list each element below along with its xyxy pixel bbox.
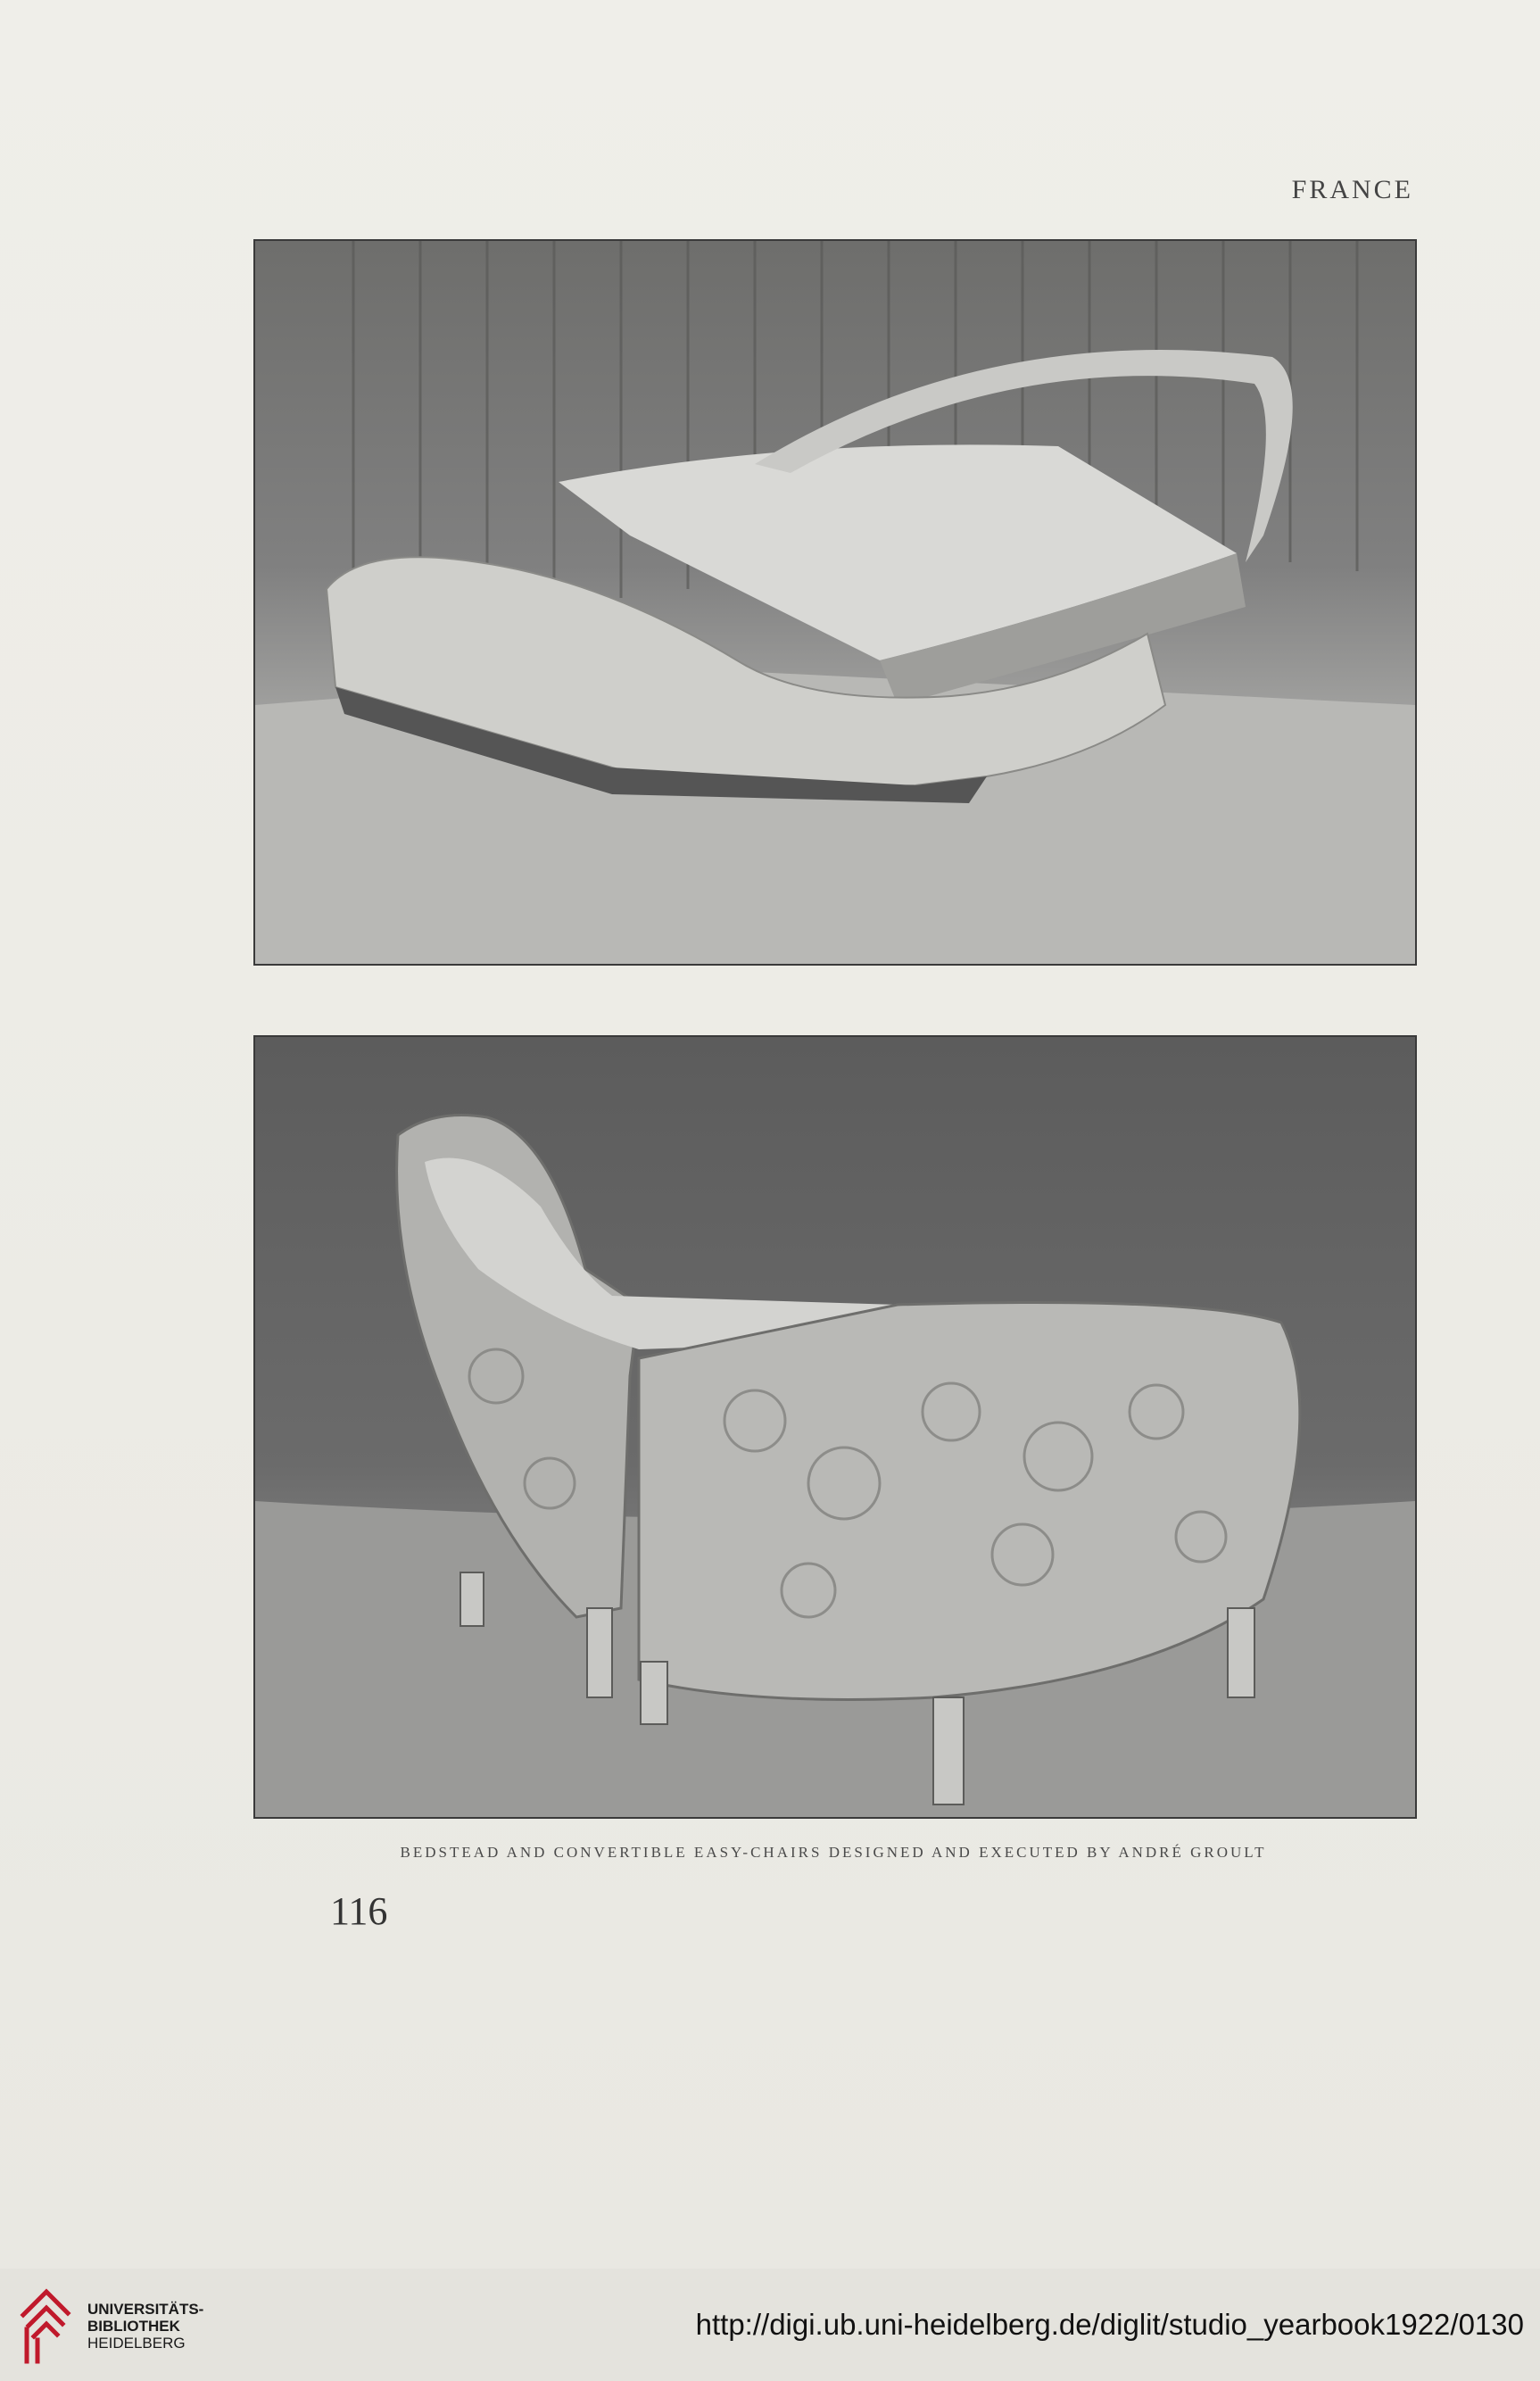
institution-line-3: HEIDELBERG: [87, 2335, 186, 2352]
easy-chairs-photograph: [253, 1035, 1417, 1819]
institution-name: [87, 2301, 203, 2352]
permalink-url[interactable]: http://digi.ub.uni-heidelberg.de/diglit/studio_yearbook1922/0130: [695, 2308, 1524, 2341]
plate-caption: BEDSTEAD AND CONVERTIBLE EASY-CHAIRS DESIGNED AND EXECUTED BY ANDRÉ GROULT: [400, 1844, 1267, 1861]
page-number: 116: [330, 1889, 388, 1933]
institution-line-1: UNIVERSITÄTS-: [87, 2301, 204, 2318]
running-head: FRANCE: [1291, 175, 1413, 204]
bedstead-illustration: [255, 241, 1415, 964]
institution-line-2: BIBLIOTHEK: [87, 2318, 180, 2335]
university-library-logo-icon[interactable]: [20, 2285, 71, 2365]
bedstead-photograph: [253, 239, 1417, 966]
digitization-footer: [0, 2269, 1540, 2381]
easy-chairs-illustration: [255, 1037, 1415, 1817]
